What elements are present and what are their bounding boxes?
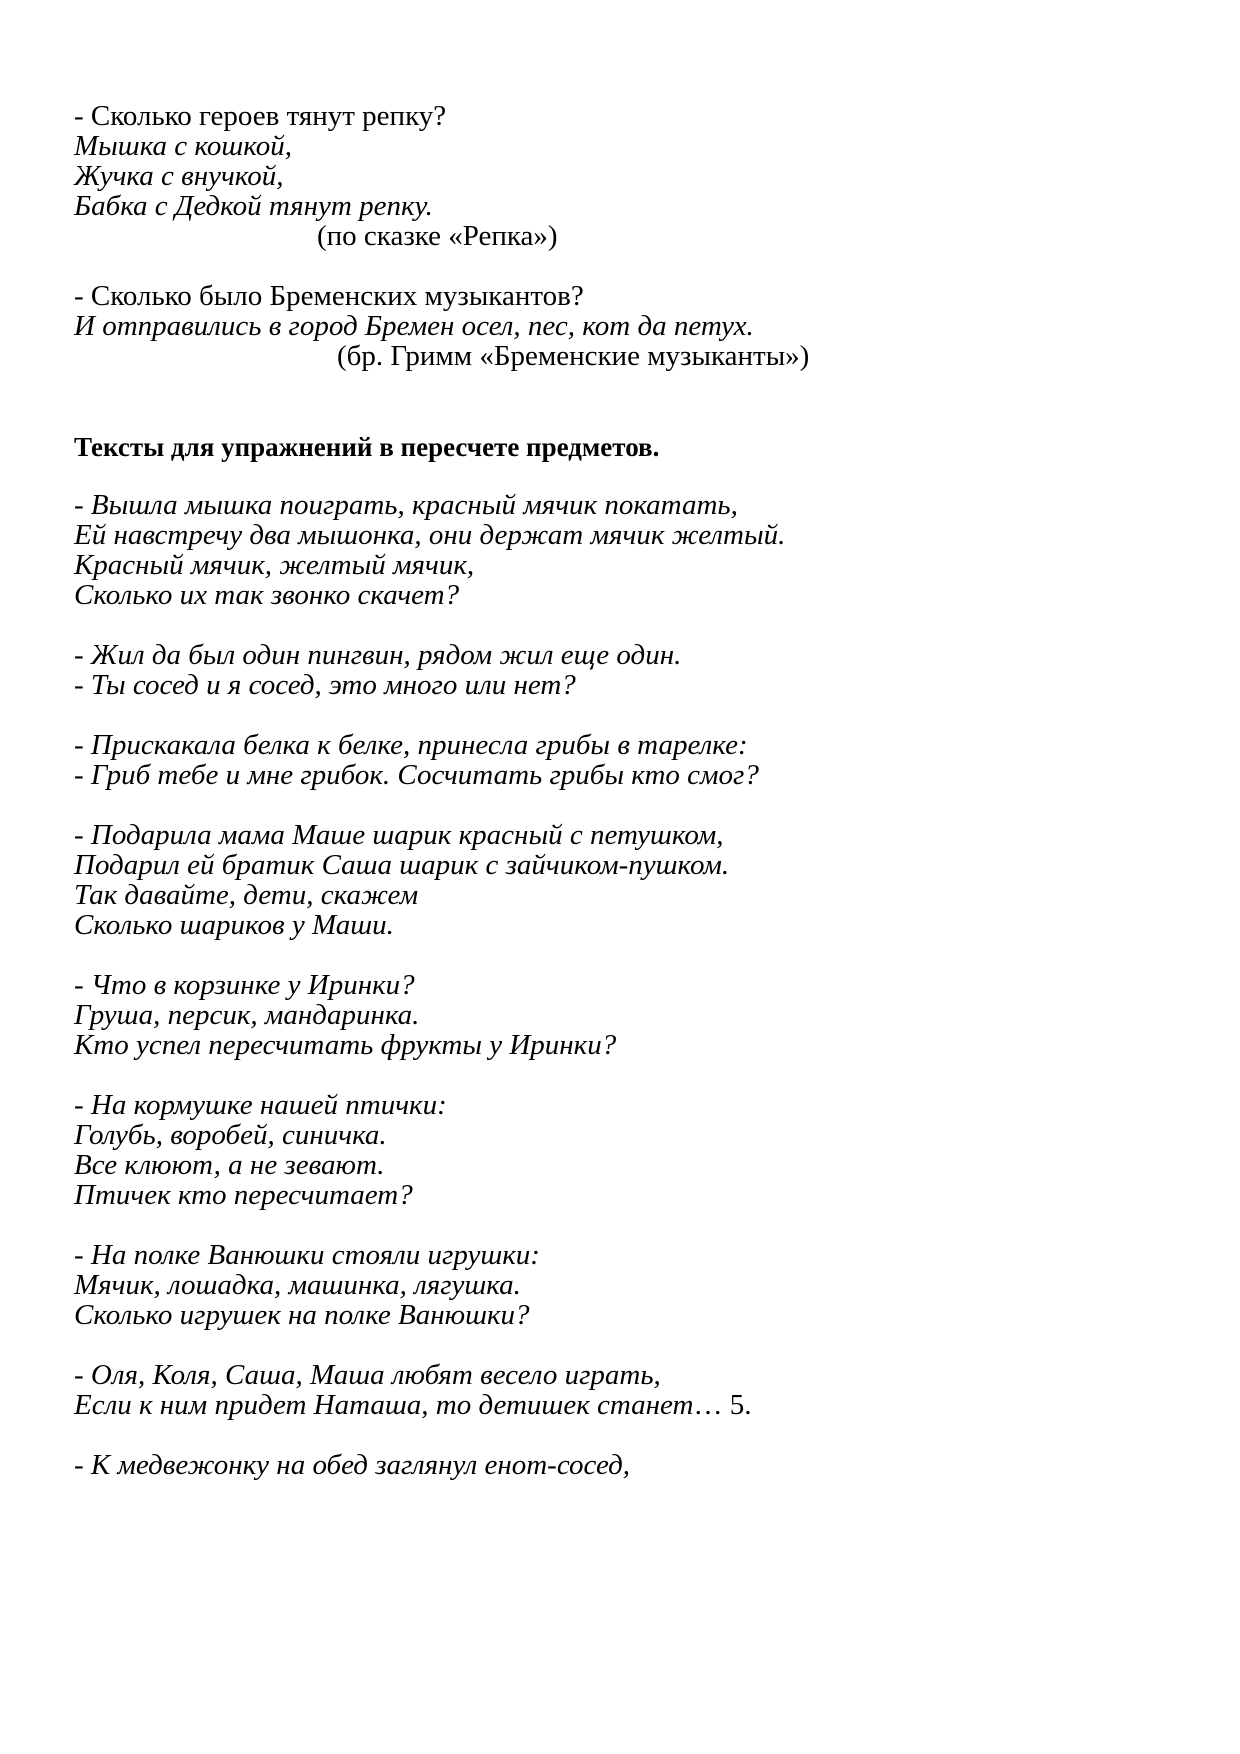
section-heading: Тексты для упражнений в пересчете предметов. [74,432,660,462]
poem-line: Груша, персик, мандаринка. [74,999,420,1031]
poem-line: - Оля, Коля, Саша, Маша любят весело играть, [74,1359,661,1391]
riddle-question: - Сколько героев тянут репку? [74,100,447,132]
poem-line: Красный мячик, желтый мячик, [74,549,475,581]
poem-line: - К медвежонку на обед заглянул енот-сосед, [74,1449,631,1481]
poem-line [74,1388,752,1422]
poem-line: Сколько их так звонко скачет? [74,579,460,611]
poem-line: - Вышла мышка поиграть, красный мячик покатать, [74,489,738,521]
poem-line: Сколько игрушек на полке Ванюшки? [74,1299,530,1331]
poem-line: - Прискакала белка к белке, принесла грибы в тарелке: [74,729,748,761]
poem-line: - Гриб тебе и мне грибок. Сосчитать грибы кто смог? [74,759,759,791]
poem-line: - Ты сосед и я сосед, это много или нет? [74,669,576,701]
riddle-question: - Сколько было Бременских музыкантов? [74,280,584,312]
poem-line: Подарил ей братик Саша шарик с зайчиком-пушком. [74,849,730,881]
poem-line: Все клюют, а не зевают. [74,1149,385,1181]
poem-line: Так давайте, дети, скажем [74,879,419,911]
poem-line-text: Если к ним придет Наташа, то детишек станет [74,1389,694,1421]
poem-line: Ей навстречу два мышонка, они держат мячик желтый. [74,519,786,551]
poem-line: - На кормушке нашей птички: [74,1089,447,1121]
poem-line-answer: … 5. [693,1389,752,1421]
poem-line: Птичек кто пересчитает? [74,1179,413,1211]
riddle-line: Жучка с внучкой, [74,160,284,192]
poem-line: Кто успел пересчитать фрукты у Иринки? [74,1029,617,1061]
riddle-source: (бр. Гримм «Бременские музыканты») [337,340,810,372]
poem-line: Мячик, лошадка, машинка, лягушка. [74,1269,521,1301]
riddle-line: Мышка с кошкой, [74,130,292,162]
poem-line: - Что в корзинке у Иринки? [74,969,415,1001]
poem-line: Сколько шариков у Маши. [74,909,394,941]
poem-line: Голубь, воробей, синичка. [74,1119,387,1151]
riddle-line: И отправились в город Бремен осел, пес, кот да петух. [74,310,754,342]
poem-line: - Жил да был один пингвин, рядом жил еще один. [74,639,682,671]
poem-line: - Подарила мама Маше шарик красный с петушком, [74,819,724,851]
riddle-line: Бабка с Дедкой тянут репку. [74,190,433,222]
riddle-source: (по сказке «Репка») [317,220,558,252]
poem-line: - На полке Ванюшки стояли игрушки: [74,1239,540,1271]
